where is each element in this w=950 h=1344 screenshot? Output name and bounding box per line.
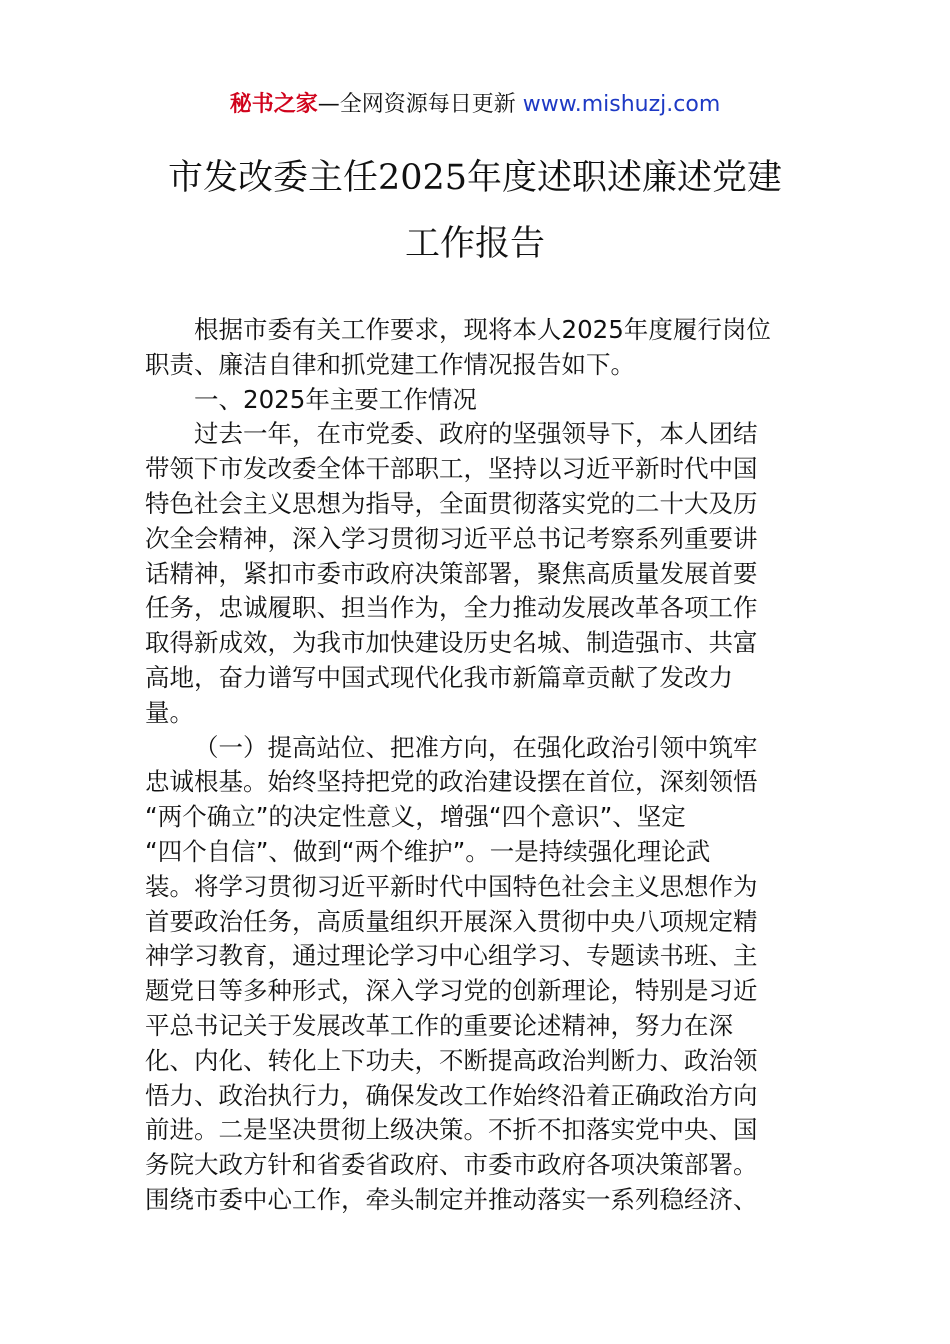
body-line: 务院大政方针和省委省政府、市委市政府各项决策部署。 [145, 1150, 758, 1180]
body-line: 带领下市发改委全体干部职工，坚持以习近平新时代中国 [145, 454, 758, 484]
body-line: 话精神，紧扣市委市政府决策部署，聚焦高质量发展首要 [145, 558, 758, 588]
body-line: 取得新成效，为我市加快建设历史名城、制造强市、共富 [145, 628, 758, 658]
body-line: 悟力、政治执行力，确保发改工作始终沿着正确政治方向 [145, 1080, 758, 1110]
brand-name: 秘书之家 [229, 92, 318, 117]
body-line: 平总书记关于发展改革工作的重要论述精神，努力在深 [145, 1010, 733, 1040]
body-line: 根据市委有关工作要求，现将本人2025年度履行岗位 [194, 315, 771, 344]
body-line: 任务，忠诚履职、担当作为，全力推动发展改革各项工作 [145, 593, 758, 623]
body-line: 装。将学习贯彻习近平新时代中国特色社会主义思想作为 [145, 871, 758, 901]
document-title-line-2: 工作报告 [404, 224, 545, 264]
body-line: 化、内化、转化上下功夫，不断提高政治判断力、政治领 [145, 1045, 758, 1075]
site-header [0, 88, 950, 122]
body-line: 量。 [145, 697, 194, 727]
body-line: 高地，奋力谱写中国式现代化我市新篇章贡献了发改力 [145, 662, 733, 692]
document-title-line-1: 市发改委主任2025年度述职述廉述党建 [167, 158, 783, 198]
subsection-heading: （一）提高站位、把准方向，在强化政治引领中筑牢 [194, 732, 758, 762]
body-line: 前进。二是坚决贯彻上级决策。不折不扣落实党中央、国 [145, 1115, 758, 1145]
body-line: “两个确立”的决定性意义，增强“四个意识”、坚定 [145, 802, 686, 832]
body-line: “四个自信”、做到“两个维护”。一是持续强化理论武 [145, 836, 711, 866]
body-line: 忠诚根基。始终坚持把党的政治建设摆在首位，深刻领悟 [145, 767, 758, 797]
body-line: 首要政治任务，高质量组织开展深入贯彻中央八项规定精 [145, 906, 758, 936]
body-line: 围绕市委中心工作，牵头制定并推动落实一系列稳经济、 [145, 1184, 758, 1214]
site-url-link[interactable]: www.mishuzj.com [522, 92, 721, 117]
body-line: 特色社会主义思想为指导，全面贯彻落实党的二十大及历 [145, 488, 758, 518]
document-body [145, 313, 815, 1218]
body-line: 次全会精神，深入学习贯彻习近平总书记考察系列重要讲 [145, 523, 758, 553]
body-line: 题党日等多种形式，深入学习党的创新理论，特别是习近 [145, 976, 758, 1006]
header-tagline: —全网资源每日更新 [317, 92, 523, 117]
body-line: 神学习教育，通过理论学习中心组学习、专题读书班、主 [145, 941, 758, 971]
body-line: 职责、廉洁自律和抓党建工作情况报告如下。 [145, 349, 635, 379]
body-line: 过去一年，在市党委、政府的坚强领导下，本人团结 [194, 419, 758, 449]
section-heading: 一、2025年主要工作情况 [194, 384, 477, 414]
